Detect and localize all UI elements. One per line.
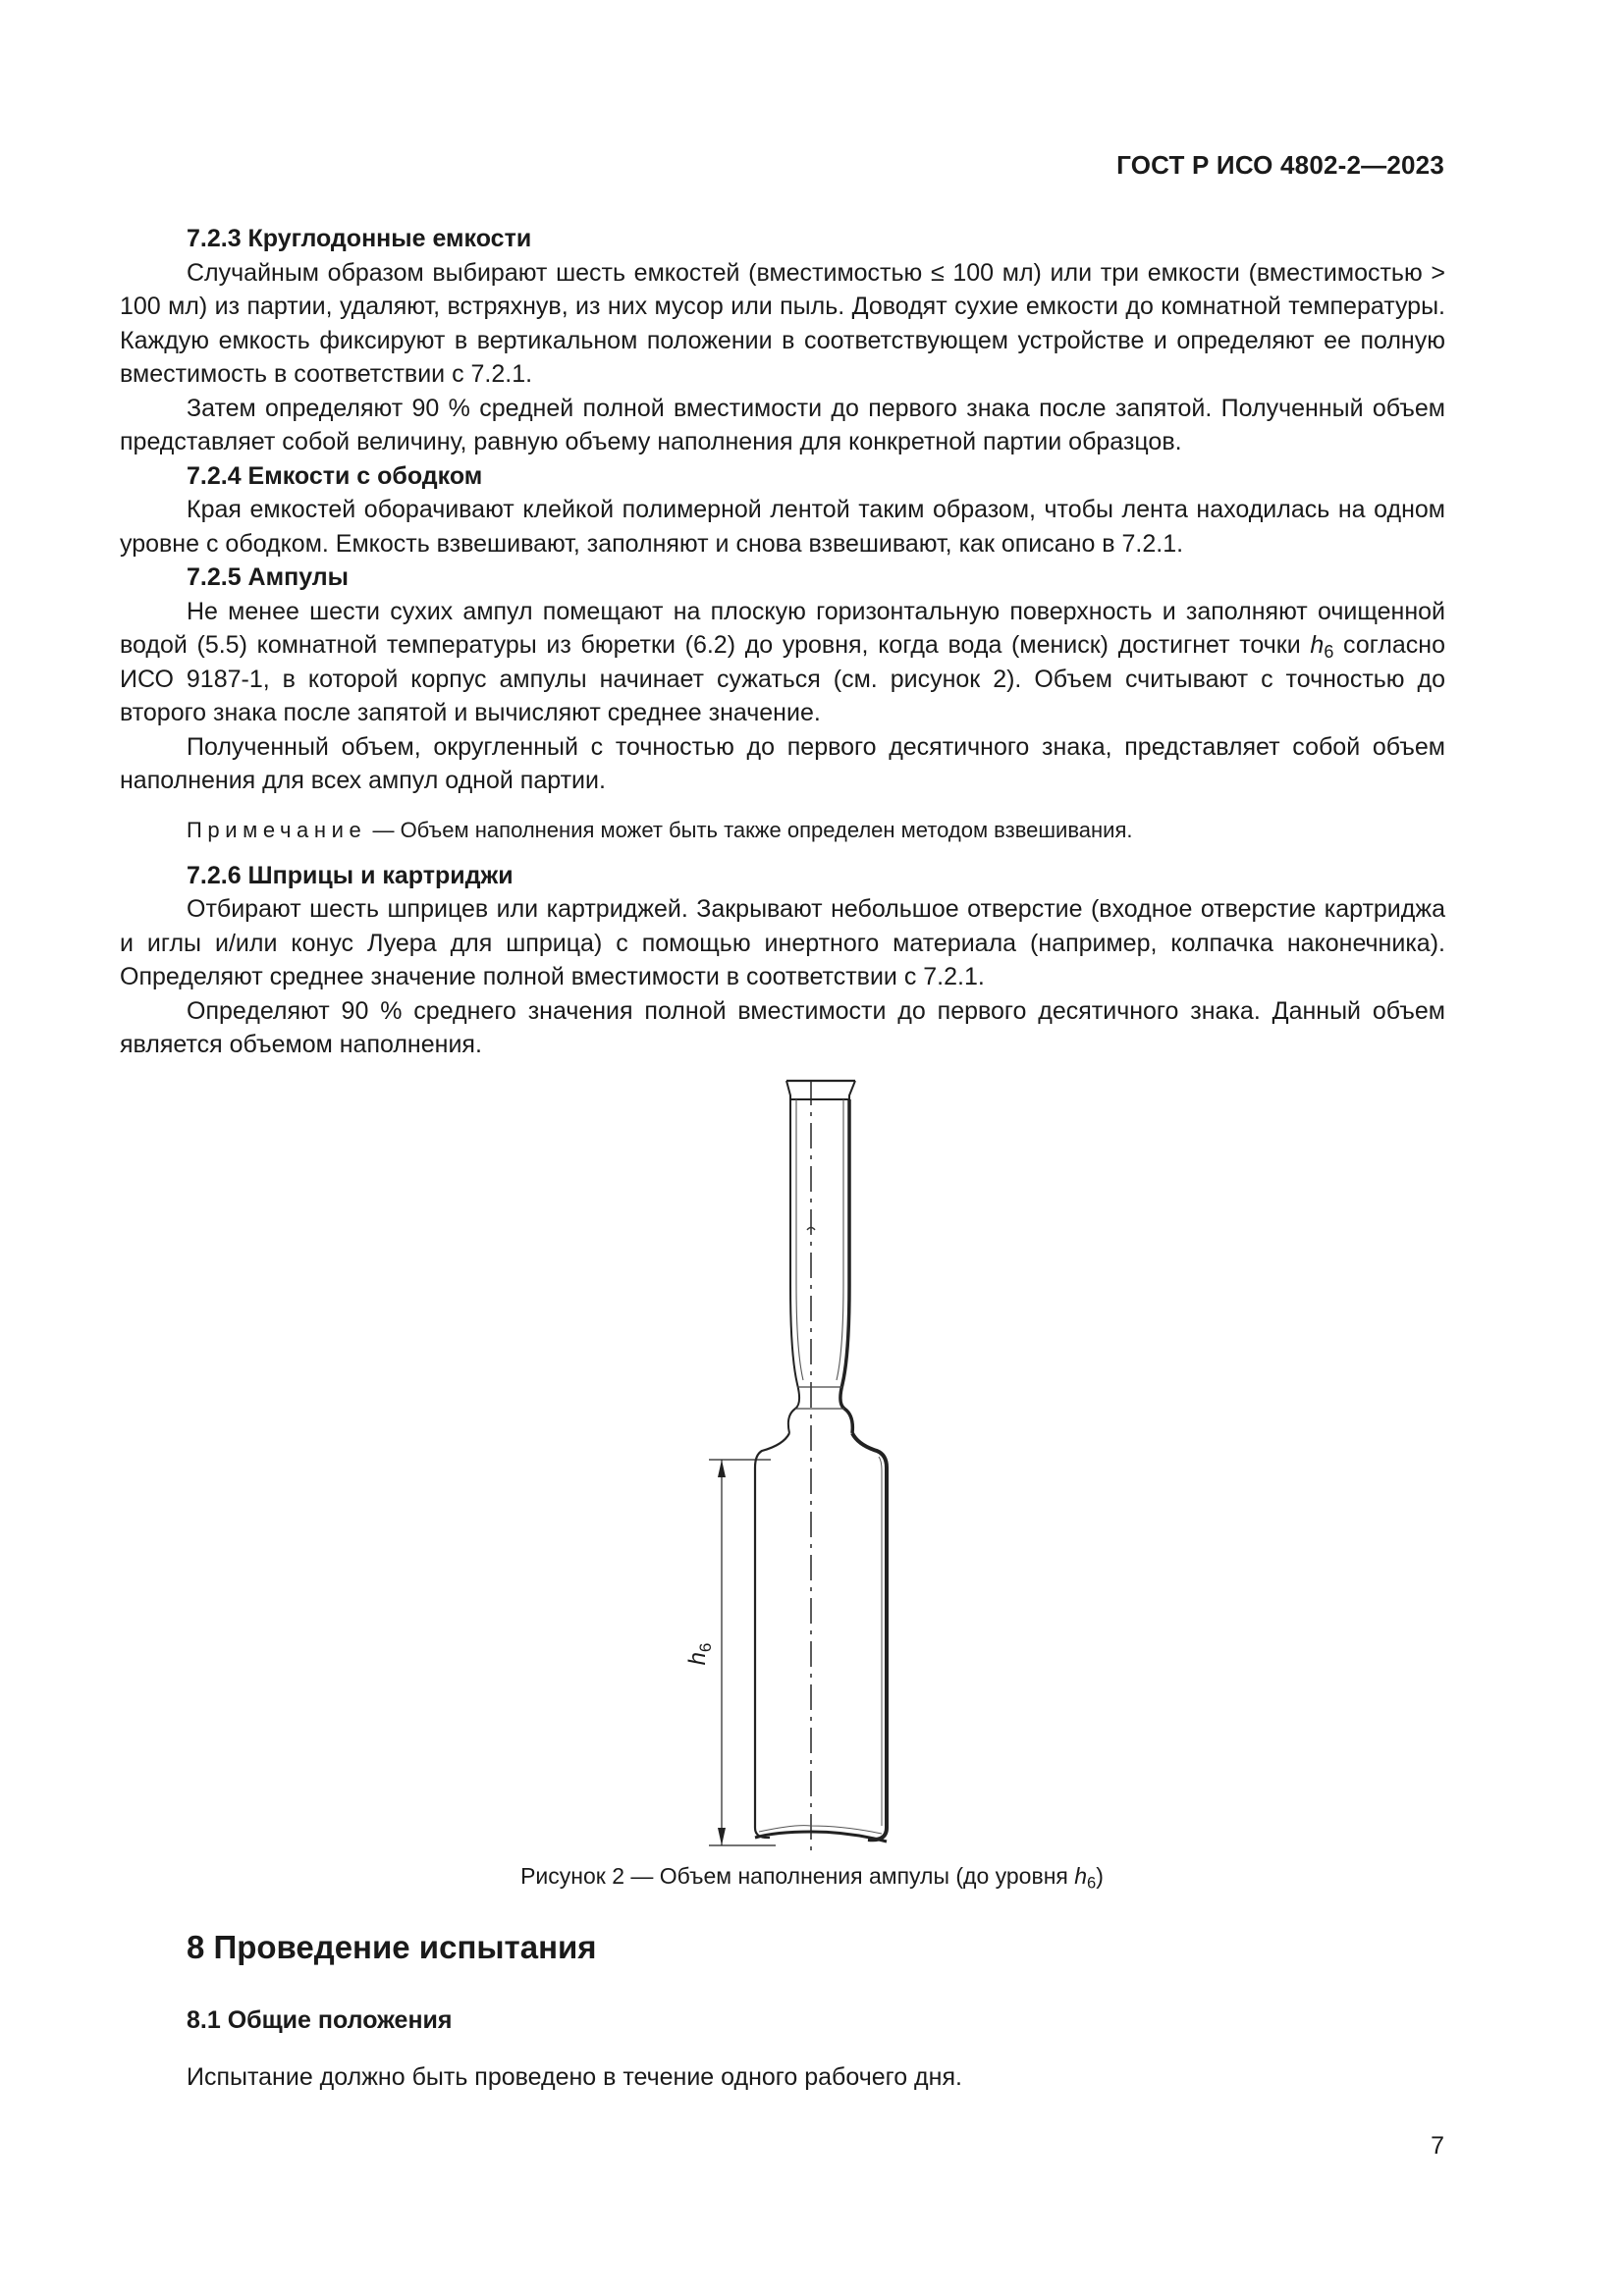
figure-caption-text: Рисунок 2 — Объем наполнения ампулы (до уровня: [520, 1863, 1075, 1889]
paragraph-7-2-3-2: Затем определяют 90 % средней полной вместимости до первого знака после запятой. Полученный объем представляет собой величину, равную объему наполнения для конкретной партии образцов.: [120, 394, 1445, 455]
h6-dimension-index: 6: [696, 1642, 715, 1653]
document-id-header: ГОСТ Р ИСО 4802-2—2023: [1116, 150, 1444, 180]
paragraph-7-2-5-1-part-a: Не менее шести сухих ампул помещают на плоскую горизонтальную поверхность и заполняют очищенной водой (5.5) комнатной температуры из бюретки (6.2) до уровня, когда вода (мениск) достигнет точки: [120, 597, 1445, 659]
ampoule-stem-right: [840, 1099, 852, 1433]
paragraph-7-2-5-1-part-b: согласно ИСО 9187-1, в которой корпус ампулы начинает сужаться (см. рисунок 2). Объем считывают с точностью до второго знака после запятой и вычисляют среднее значение.: [120, 631, 1445, 726]
ampoule-bottom: [755, 1832, 887, 1842]
dimension-arrow-top: [718, 1460, 726, 1477]
note-text: — Объем наполнения может быть также определен методом взвешивания.: [366, 817, 1133, 842]
figure-caption: [0, 1863, 1624, 1893]
heading-7-2-5: 7.2.5 Ампулы: [187, 563, 350, 591]
section-8-1-heading: 8.1 Общие положения: [187, 2006, 453, 2034]
note-label: Примечание: [187, 817, 367, 842]
heading-7-2-6: 7.2.6 Шприцы и картриджи: [187, 861, 514, 889]
ampoule-body-left: [755, 1433, 789, 1838]
h6-letter: h: [1310, 631, 1325, 659]
paragraph-7-2-5-1: [120, 595, 1445, 730]
figure-caption-close: ): [1096, 1863, 1104, 1889]
ampoule-stem-left: [788, 1099, 799, 1433]
paragraph-7-2-4-1: Края емкостей оборачивают клейкой полимерной лентой таким образом, чтобы лента находилась на одном уровне с ободком. Емкость взвешивают, заполняют и снова взвешивают, как описано в 7.2.1.: [120, 496, 1445, 558]
heading-7-2-4: 7.2.4 Емкости с ободком: [187, 461, 483, 490]
note: [120, 816, 1445, 845]
page-number: 7: [1431, 2132, 1444, 2160]
h6-index: 6: [1324, 642, 1334, 663]
paragraph-7-2-3-1: Случайным образом выбирают шесть емкостей (вместимостью ≤ 100 мл) или три емкости (вместимостью > 100 мл) из партии, удаляют, встряхнув, из них мусор или пыль. Доводят сухие емкости до комнатной температуры. Каждую емкость фиксируют в вертикальном положении в соответствующем устройстве и определяют ее полную вместимость в соответствии с 7.2.1.: [120, 258, 1445, 388]
h6-dimension-letter: h: [684, 1652, 711, 1666]
paragraph-7-2-5-2: Полученный объем, округленный с точностью до первого десятичного знака, представляет собой объем наполнения для всех ампул одной партии.: [120, 732, 1445, 794]
main-text: [120, 222, 1445, 1062]
heading-7-2-3: 7.2.3 Круглодонные емкости: [187, 225, 532, 252]
figure-caption-letter: h: [1074, 1863, 1088, 1889]
section-8-1-paragraph: Испытание должно быть проведено в течение одного рабочего дня.: [187, 2063, 962, 2091]
section-8-heading: 8 Проведение испытания: [187, 1929, 597, 1965]
figure-caption-index: 6: [1087, 1873, 1097, 1893]
paragraph-7-2-6-1: Отбирают шесть шприцев или картриджей. Закрывают небольшое отверстие (входное отверстие картриджа и иглы и/или конус Луера для шприца) с помощью инертного материала (например, колпачка наконечника). Определяют среднее значение полной вместимости в соответствии с 7.2.1.: [120, 895, 1445, 990]
paragraph-7-2-6-2: Определяют 90 % среднего значения полной вместимости до первого десятичного знака. Данный объем является объемом наполнения.: [120, 996, 1445, 1058]
dimension-arrow-bottom: [718, 1828, 726, 1845]
ampoule-figure: [648, 1060, 923, 1855]
h6-dimension-label: [684, 1643, 715, 1666]
